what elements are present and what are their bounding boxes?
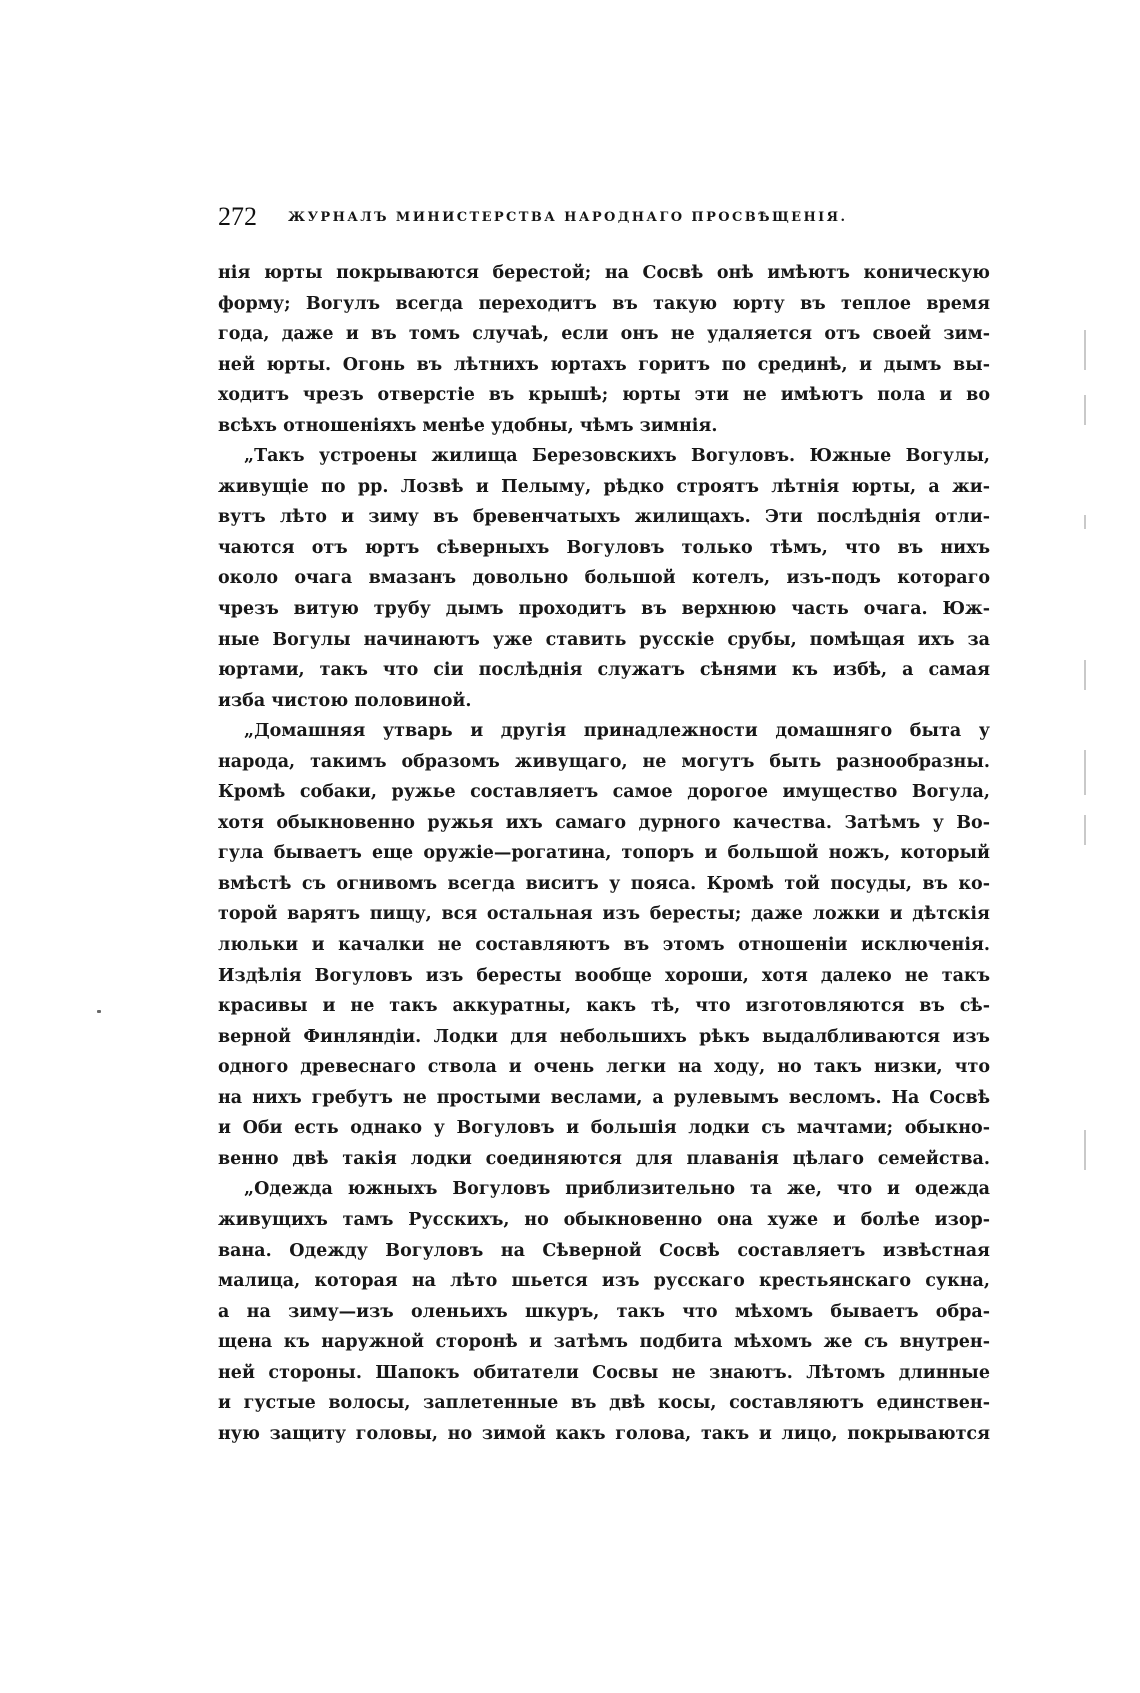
text-line: ные Вогулы начинаютъ уже ставить русскіе срубы, помѣщая ихъ за [218,629,990,650]
text-line: а на зиму—изъ оленьихъ шкуръ, такъ что мѣхомъ бываетъ обра- [218,1301,990,1322]
text-line: около очага вмазанъ довольно большой котелъ, изъ-подъ котораго [218,568,990,589]
text-line: красивы и не такъ аккуратны, какъ тѣ, что изготовляются въ сѣ- [218,996,990,1017]
text-line: нія юрты покрываются берестой; на Сосвѣ онѣ имѣютъ коническую [218,263,990,283]
text-line: ней юрты. Огонь въ лѣтнихъ юртахъ горитъ по срединѣ, и дымъ вы- [218,354,990,375]
scan-margin-mark [1084,330,1086,370]
text-line: года, даже и въ томъ случаѣ, если онъ не удаляется отъ своей зим- [218,324,990,345]
text-line: одного древеснаго ствола и очень легки на ходу, но такъ низки, что [218,1057,990,1078]
text-line: живущихъ тамъ Русскихъ, но обыкновенно она хуже и болѣе изор- [218,1209,990,1230]
scan-margin-mark [1084,660,1086,690]
text-line: юртами, такъ что сіи послѣднія служатъ сѣнями къ избѣ, а самая [218,660,990,681]
text-line: народа, такимъ образомъ живущаго, не могутъ быть разнообразны. [218,751,990,772]
page-header [218,201,978,241]
paragraph-start-line: „Одежда южныхъ Вогуловъ приблизительно та же, что и одежда [244,1179,990,1200]
text-line: вмѣстѣ съ огнивомъ всегда виситъ у пояса. Кромѣ той посуды, въ ко- [218,873,990,894]
scan-margin-mark [1084,1130,1086,1170]
scan-margin-mark [1084,395,1086,425]
text-line: торой варятъ пищу, вся остальная изъ бересты; даже ложки и дѣтскія [218,904,990,925]
text-line: гула бываетъ еще оружіе—рогатина, топоръ и большой ножъ, который [218,843,990,864]
paragraph-start-line: „Домашняя утварь и другія принадлежности домашняго быта у [244,721,990,742]
text-line: Издѣлія Вогуловъ изъ бересты вообще хороши, хотя далеко не такъ [218,965,990,986]
text-line: хотя обыкновенно ружья ихъ самаго дурного качества. Затѣмъ у Во- [218,812,990,833]
text-line: и Оби есть однако у Вогуловъ и большія лодки съ мачтами; обыкно- [218,1118,990,1139]
text-line: и густые волосы, заплетенные въ двѣ косы, составляютъ единствен- [218,1393,990,1414]
text-line: всѣхъ отношеніяхъ менѣе удобны, чѣмъ зимнія. [218,415,718,436]
text-line: вутъ лѣто и зиму въ бревенчатыхъ жилищахъ. Эти послѣднія отли- [218,507,990,528]
scan-margin-mark [1084,750,1086,795]
text-line: форму; Вогулъ всегда переходитъ въ такую юрту въ теплое время [218,293,990,314]
text-line: верной Финляндіи. Лодки для небольшихъ рѣкъ выдалбливаются изъ [218,1026,990,1047]
text-line: венно двѣ такія лодки соединяются для плаванія цѣлаго семейства. [218,1148,990,1169]
page-number: 272 [218,202,257,231]
text-line: малица, которая на лѣто шьется изъ русскаго крестьянскаго сукна, [218,1271,990,1292]
paragraph-start-line: „Такъ устроены жилища Березовскихъ Вогуловъ. Южные Вогулы, [244,446,990,467]
text-line: ходитъ чрезъ отверстіе въ крышѣ; юрты эти не имѣютъ пола и во [218,385,990,406]
text-line: вана. Одежду Вогуловъ на Сѣверной Сосвѣ составляетъ извѣстная [218,1240,990,1261]
text-line: ней стороны. Шапокъ обитатели Сосвы не знаютъ. Лѣтомъ длинные [218,1362,990,1383]
text-line: Кромѣ собаки, ружье составляетъ самое дорогое имущество Вогула, [218,782,990,803]
text-line: чрезъ витую трубу дымъ проходитъ въ верхнюю часть очага. Юж- [218,599,990,620]
scan-margin-mark [1084,815,1086,845]
body-text [218,258,990,1449]
scan-margin-mark [1084,515,1086,529]
text-line: на нихъ гребутъ не простыми веслами, а рулевымъ весломъ. На Сосвѣ [218,1087,990,1108]
text-line: живущіе по рр. Лозвѣ и Пелыму, рѣдко строятъ лѣтнія юрты, а жи- [218,476,990,497]
text-line: щена къ наружной сторонѣ и затѣмъ подбита мѣхомъ же съ внутрен- [218,1332,990,1353]
text-line: чаются отъ юртъ сѣверныхъ Вогуловъ только тѣмъ, что въ нихъ [218,537,990,558]
text-line: ную защиту головы, но зимой какъ голова, такъ и лицо, покрываются [218,1423,990,1444]
text-line: изба чистою половиной. [218,690,472,711]
scan-speck [97,1010,101,1013]
running-title: ЖУРНАЛЪ МИНИСТЕРСТВА НАРОДНАГО ПРОСВѢЩЕНІЯ. [288,210,848,225]
text-line: люльки и качалки не составляютъ въ этомъ отношеніи исключенія. [218,935,990,956]
